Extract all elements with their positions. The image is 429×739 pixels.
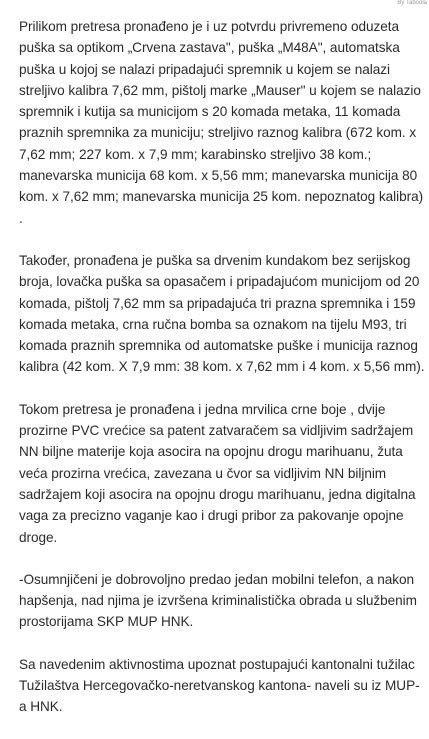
article-paragraph: Također, pronađena je puška sa drvenim kundakom bez serijskog broja, lovačka puška sa opasačem i pripadajućom municijom od 20 komada, pištolj 7,62 mm sa pripadajuća tri prazna spremnika i 159 komada metaka, crna ručna bomba sa oznakom na tijelu M93, tri komada praznih spremnika od automatske puške i municija raznog kalibra (42 kom. X 7,9 mm: 38 kom. x 7,62 mm i 4 kom. x 5,56 mm). [19,252,425,375]
article-paragraph: Sa navedenim aktivnostima upoznat postupajući kantonalni tužilac Tužilaštva Hercegovačko-neretvanskog kantona- naveli su iz MUP-a HNK. [19,656,420,715]
article-body [19,16,427,739]
article-paragraph: -Osumnjičeni je dobrovoljno predao jedan mobilni telefon, a nakon hapšenja, nad njima je izvršena kriminalistička obrada u službenim prostorijama SKP MUP HNK. [19,571,417,630]
article-paragraph: Prilikom pretresa pronađeno je i uz potvrdu privremeno oduzeta puška sa optikom „Crvena zastava", puška „M48A", automatska puška u kojoj se nalazi pripadajući spremnik u kojem se nalazi streljivo kalibra 7,62 mm, pištolj marke „Mauser" u kojem se nalazio spremnik i kutija sa municijom s 20 komada metaka, 11 komada praznih spremnika za municiju; streljivo raznog kalibra (672 kom. x 7,62 mm; 227 kom. x 7,9 mm; karabinsko streljivo 38 kom.; manevarska municija 68 kom. x 5,56 mm; manevarska municija 80 kom. x 7,62 mm; manevarska municija 25 kom. nepoznatog kalibra) . [19,19,424,226]
sponsor-tag[interactable]: By Taboola [397,0,427,6]
article-paragraph: Tokom pretresa je pronađena i jedna mrvilica crne boje , dvije prozirne PVC vrećice sa patent zatvaračem sa vidljivim sadržajem NN biljne materije koja asocira na opojnu drogu marihuanu, žuta veća prozirna vrećica, zavezana u čvor sa vidljivim NN biljnim sadržajem koji asocira na opojnu drogu marihuanu, jedna digitalna vaga za precizno vaganje kao i drugi pribor za pakovanje opojne droge. [19,401,416,545]
